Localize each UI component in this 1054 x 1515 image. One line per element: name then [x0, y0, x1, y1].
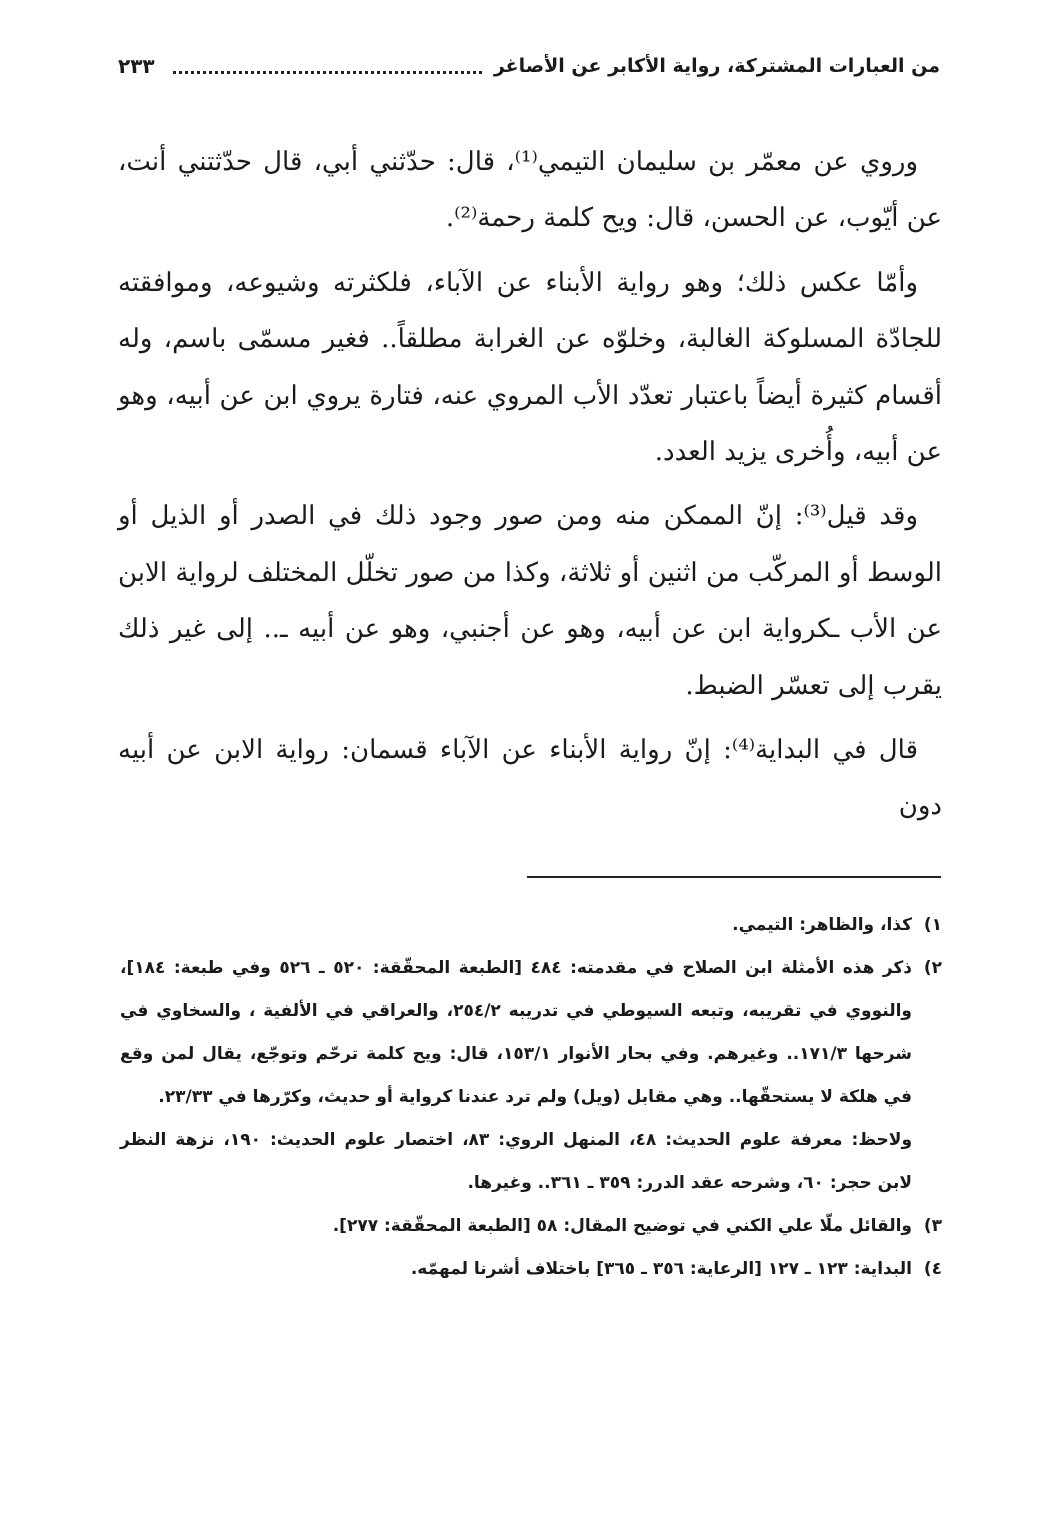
footnote-3	[120, 1205, 942, 1248]
footnote-number: ٣)	[923, 1216, 942, 1236]
page-number: ٢٣٣	[118, 54, 155, 78]
body-paragraph-1: وروي عن معمّر بن سليمان التيمي⁽¹⁾، قال: حدّثني أبي، قال حدّثتني أنت، عن أيّوب، عن الحسن، قال: ويح كلمة رحمة⁽²⁾.	[118, 147, 942, 234]
running-header	[118, 46, 940, 86]
body-paragraph-2: وأمّا عكس ذلك؛ وهو رواية الأبناء عن الآباء، فلكثرته وشيوعه، وموافقته للجادّة المسلوكة الغالبة، وخلوّه عن الغرابة مطلقاً.. فغير مسمّى باسم، وله أقسام كثيرة أيضاً باعتبار تعدّد الأب المروي عنه، فتارة يروي ابن عن أبيه، وهو عن أبيه، وأُخرى يزيد العدد.	[118, 267, 942, 468]
footnote-text: البداية: ١٢٣ ـ ١٢٧ [الرعاية: ٣٥٦ ـ ٣٦٥] باختلاف أشرنا لمهمّه.	[410, 1259, 912, 1279]
footnote-separator	[527, 876, 941, 878]
footnote-number: ٤)	[923, 1259, 942, 1279]
footnote-1	[120, 904, 942, 947]
body-paragraph-3: وقد قيل⁽³⁾: إنّ الممكن منه ومن صور وجود ذلك في الصدر أو الذيل أو الوسط أو المركّب من اثنين أو ثلاثة، وكذا من صور تخلّل المختلف لرواية الابن عن الأب ـكرواية ابن عن أبيه، وهو عن أجنبي، وهو عن أبيه ـ.. إلى غير ذلك يقرب إلى تعسّر الضبط.	[118, 501, 942, 701]
header-leader-dots	[173, 71, 482, 74]
footnote-text: ذكر هذه الأمثلة ابن الصلاح في مقدمته: ٤٨٤ [الطبعة المحقّقة: ٥٢٠ ـ ٥٢٦ وفي طبعة: ١٨٤]، والنووي في تقريبه، وتبعه السيوطي في تدريبه ٢٥٤/٢، والعراقي في الألفية ، والسخاوي في شرحها ١٧١/٣.. وغيرهم. وفي بحار الأنوار ١٥٣/١، قال: ويح كلمة ترحّم وتوجّع، يقال لمن وقع في هلكة لا يستحقّها.. وهي مقابل (ويل) ولم ترد عندنا كرواية أو حديث، وكرّرها في ٢٣/٣٣.	[120, 958, 913, 1107]
footnote-2-continuation	[120, 1119, 942, 1205]
footnotes	[120, 904, 942, 1291]
header-title: من العبارات المشتركة، رواية الأكابر عن الأصاغر	[493, 55, 940, 77]
footnote-4	[120, 1248, 942, 1291]
body-paragraph-4: قال في البداية⁽⁴⁾: إنّ رواية الأبناء عن الآباء قسمان: رواية الابن عن أبيه دون	[118, 735, 942, 822]
footnote-number: ١)	[923, 915, 942, 935]
footnote-text: والقائل ملّا علي الكني في توضيح المقال: ٥٨ [الطبعة المحقّقة: ٢٧٧].	[332, 1216, 912, 1236]
footnote-text: ولاحظ: معرفة علوم الحديث: ٤٨، المنهل الروي: ٨٣، اختصار علوم الحديث: ١٩٠، نزهة النظر لابن حجر: ٦٠، وشرحه عقد الدرر: ٣٥٩ ـ ٣٦١.. وغيرها.	[120, 1130, 913, 1193]
main-text	[118, 134, 942, 843]
footnote-number: ٢)	[923, 958, 942, 978]
footnote-2	[120, 947, 942, 1119]
footnote-text: كذا، والظاهر: التيمي.	[732, 915, 912, 935]
